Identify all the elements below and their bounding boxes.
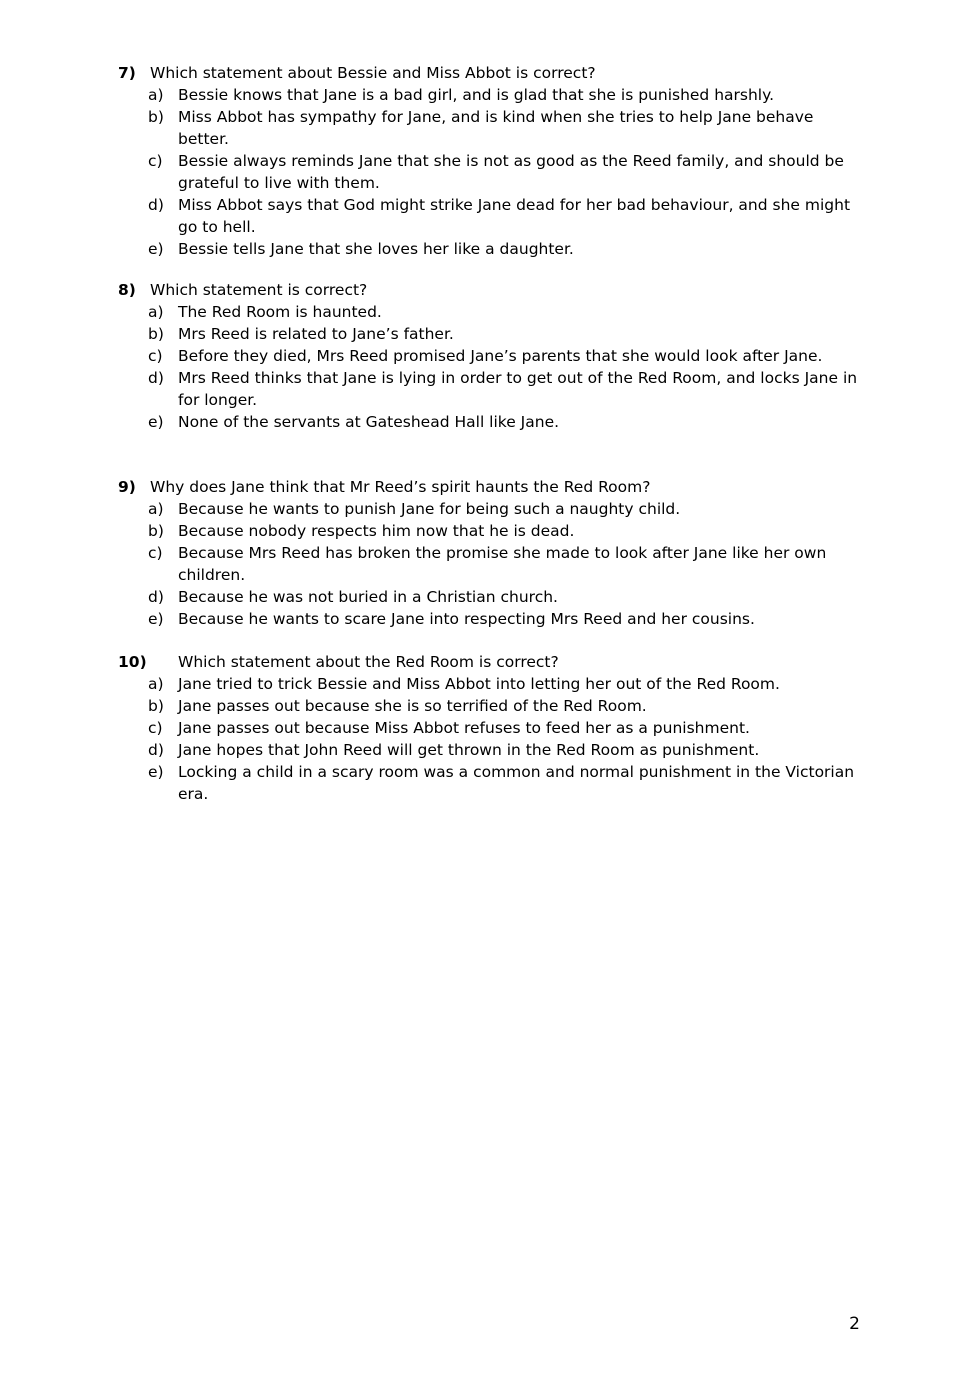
option-text: Mrs Reed thinks that Jane is lying in order to get out of the Red Room, and locks Jane in for longer.: [178, 369, 858, 409]
option-text: Before they died, Mrs Reed promised Jane’s parents that she would look after Jane.: [178, 347, 823, 365]
option-letter: c): [148, 152, 163, 170]
option-letter: b): [148, 325, 164, 343]
question-8-line: [118, 279, 860, 301]
option-9a: [148, 498, 860, 520]
option-8c: [148, 345, 860, 367]
question-10-line: [118, 651, 860, 673]
question-number: 7): [118, 64, 136, 82]
option-7c: [148, 150, 860, 194]
question-7-line: [118, 62, 860, 84]
question-number: 9): [118, 478, 136, 496]
question-9: [118, 476, 860, 630]
option-letter: e): [148, 240, 164, 258]
question-7: [118, 62, 860, 260]
question-8-options: [118, 301, 860, 433]
question-10-options: [118, 673, 860, 805]
question-10: [118, 651, 860, 805]
option-8a: [148, 301, 860, 323]
question-text: Which statement is correct?: [150, 281, 368, 299]
option-9d: [148, 586, 860, 608]
option-letter: e): [148, 610, 164, 628]
option-text: Jane tried to trick Bessie and Miss Abbot into letting her out of the Red Room.: [178, 675, 780, 693]
option-text: Because Mrs Reed has broken the promise she made to look after Jane like her own children.: [178, 544, 827, 584]
option-text: Jane passes out because Miss Abbot refuses to feed her as a punishment.: [178, 719, 750, 737]
question-8: [118, 279, 860, 433]
option-letter: a): [148, 86, 164, 104]
option-text: Locking a child in a scary room was a common and normal punishment in the Victorian era.: [178, 763, 855, 803]
option-letter: c): [148, 347, 163, 365]
option-text: Bessie knows that Jane is a bad girl, and is glad that she is punished harshly.: [178, 86, 774, 104]
option-letter: e): [148, 413, 164, 431]
question-text: Which statement about the Red Room is correct?: [178, 653, 559, 671]
option-text: Miss Abbot has sympathy for Jane, and is kind when she tries to help Jane behave better.: [178, 108, 814, 148]
option-letter: b): [148, 697, 164, 715]
option-10a: [148, 673, 860, 695]
question-text: Why does Jane think that Mr Reed’s spirit haunts the Red Room?: [150, 478, 651, 496]
option-10e: [148, 761, 860, 805]
option-letter: d): [148, 196, 164, 214]
option-9b: [148, 520, 860, 542]
option-7a: [148, 84, 860, 106]
option-text: None of the servants at Gateshead Hall like Jane.: [178, 413, 560, 431]
option-text: Bessie always reminds Jane that she is not as good as the Reed family, and should be grateful to live with them.: [178, 152, 844, 192]
option-text: Because he was not buried in a Christian church.: [178, 588, 558, 606]
option-letter: d): [148, 588, 164, 606]
option-10d: [148, 739, 860, 761]
option-letter: d): [148, 741, 164, 759]
option-letter: c): [148, 544, 163, 562]
question-9-options: [118, 498, 860, 630]
option-text: Mrs Reed is related to Jane’s father.: [178, 325, 454, 343]
option-letter: a): [148, 303, 164, 321]
option-letter: a): [148, 500, 164, 518]
option-text: Because nobody respects him now that he is dead.: [178, 522, 575, 540]
option-10b: [148, 695, 860, 717]
option-10c: [148, 717, 860, 739]
option-text: Bessie tells Jane that she loves her like a daughter.: [178, 240, 574, 258]
option-9e: [148, 608, 860, 630]
questions-list: [118, 62, 860, 805]
option-text: Because he wants to scare Jane into respecting Mrs Reed and her cousins.: [178, 610, 755, 628]
option-text: The Red Room is haunted.: [178, 303, 382, 321]
option-7b: [148, 106, 860, 150]
option-text: Jane hopes that John Reed will get thrown in the Red Room as punishment.: [178, 741, 760, 759]
option-9c: [148, 542, 860, 586]
option-letter: b): [148, 522, 164, 540]
option-7d: [148, 194, 860, 238]
option-letter: d): [148, 369, 164, 387]
option-letter: c): [148, 719, 163, 737]
page-number: 2: [849, 1314, 860, 1334]
question-text: Which statement about Bessie and Miss Abbot is correct?: [150, 64, 596, 82]
option-8b: [148, 323, 860, 345]
option-text: Jane passes out because she is so terrified of the Red Room.: [178, 697, 647, 715]
question-7-options: [118, 84, 860, 260]
option-8e: [148, 411, 860, 433]
option-7e: [148, 238, 860, 260]
question-number: 10): [118, 653, 147, 671]
option-letter: b): [148, 108, 164, 126]
option-text: Because he wants to punish Jane for being such a naughty child.: [178, 500, 681, 518]
question-number: 8): [118, 281, 136, 299]
option-text: Miss Abbot says that God might strike Jane dead for her bad behaviour, and she might go to hell.: [178, 196, 851, 236]
option-8d: [148, 367, 860, 411]
question-9-line: [118, 476, 860, 498]
option-letter: a): [148, 675, 164, 693]
option-letter: e): [148, 763, 164, 781]
